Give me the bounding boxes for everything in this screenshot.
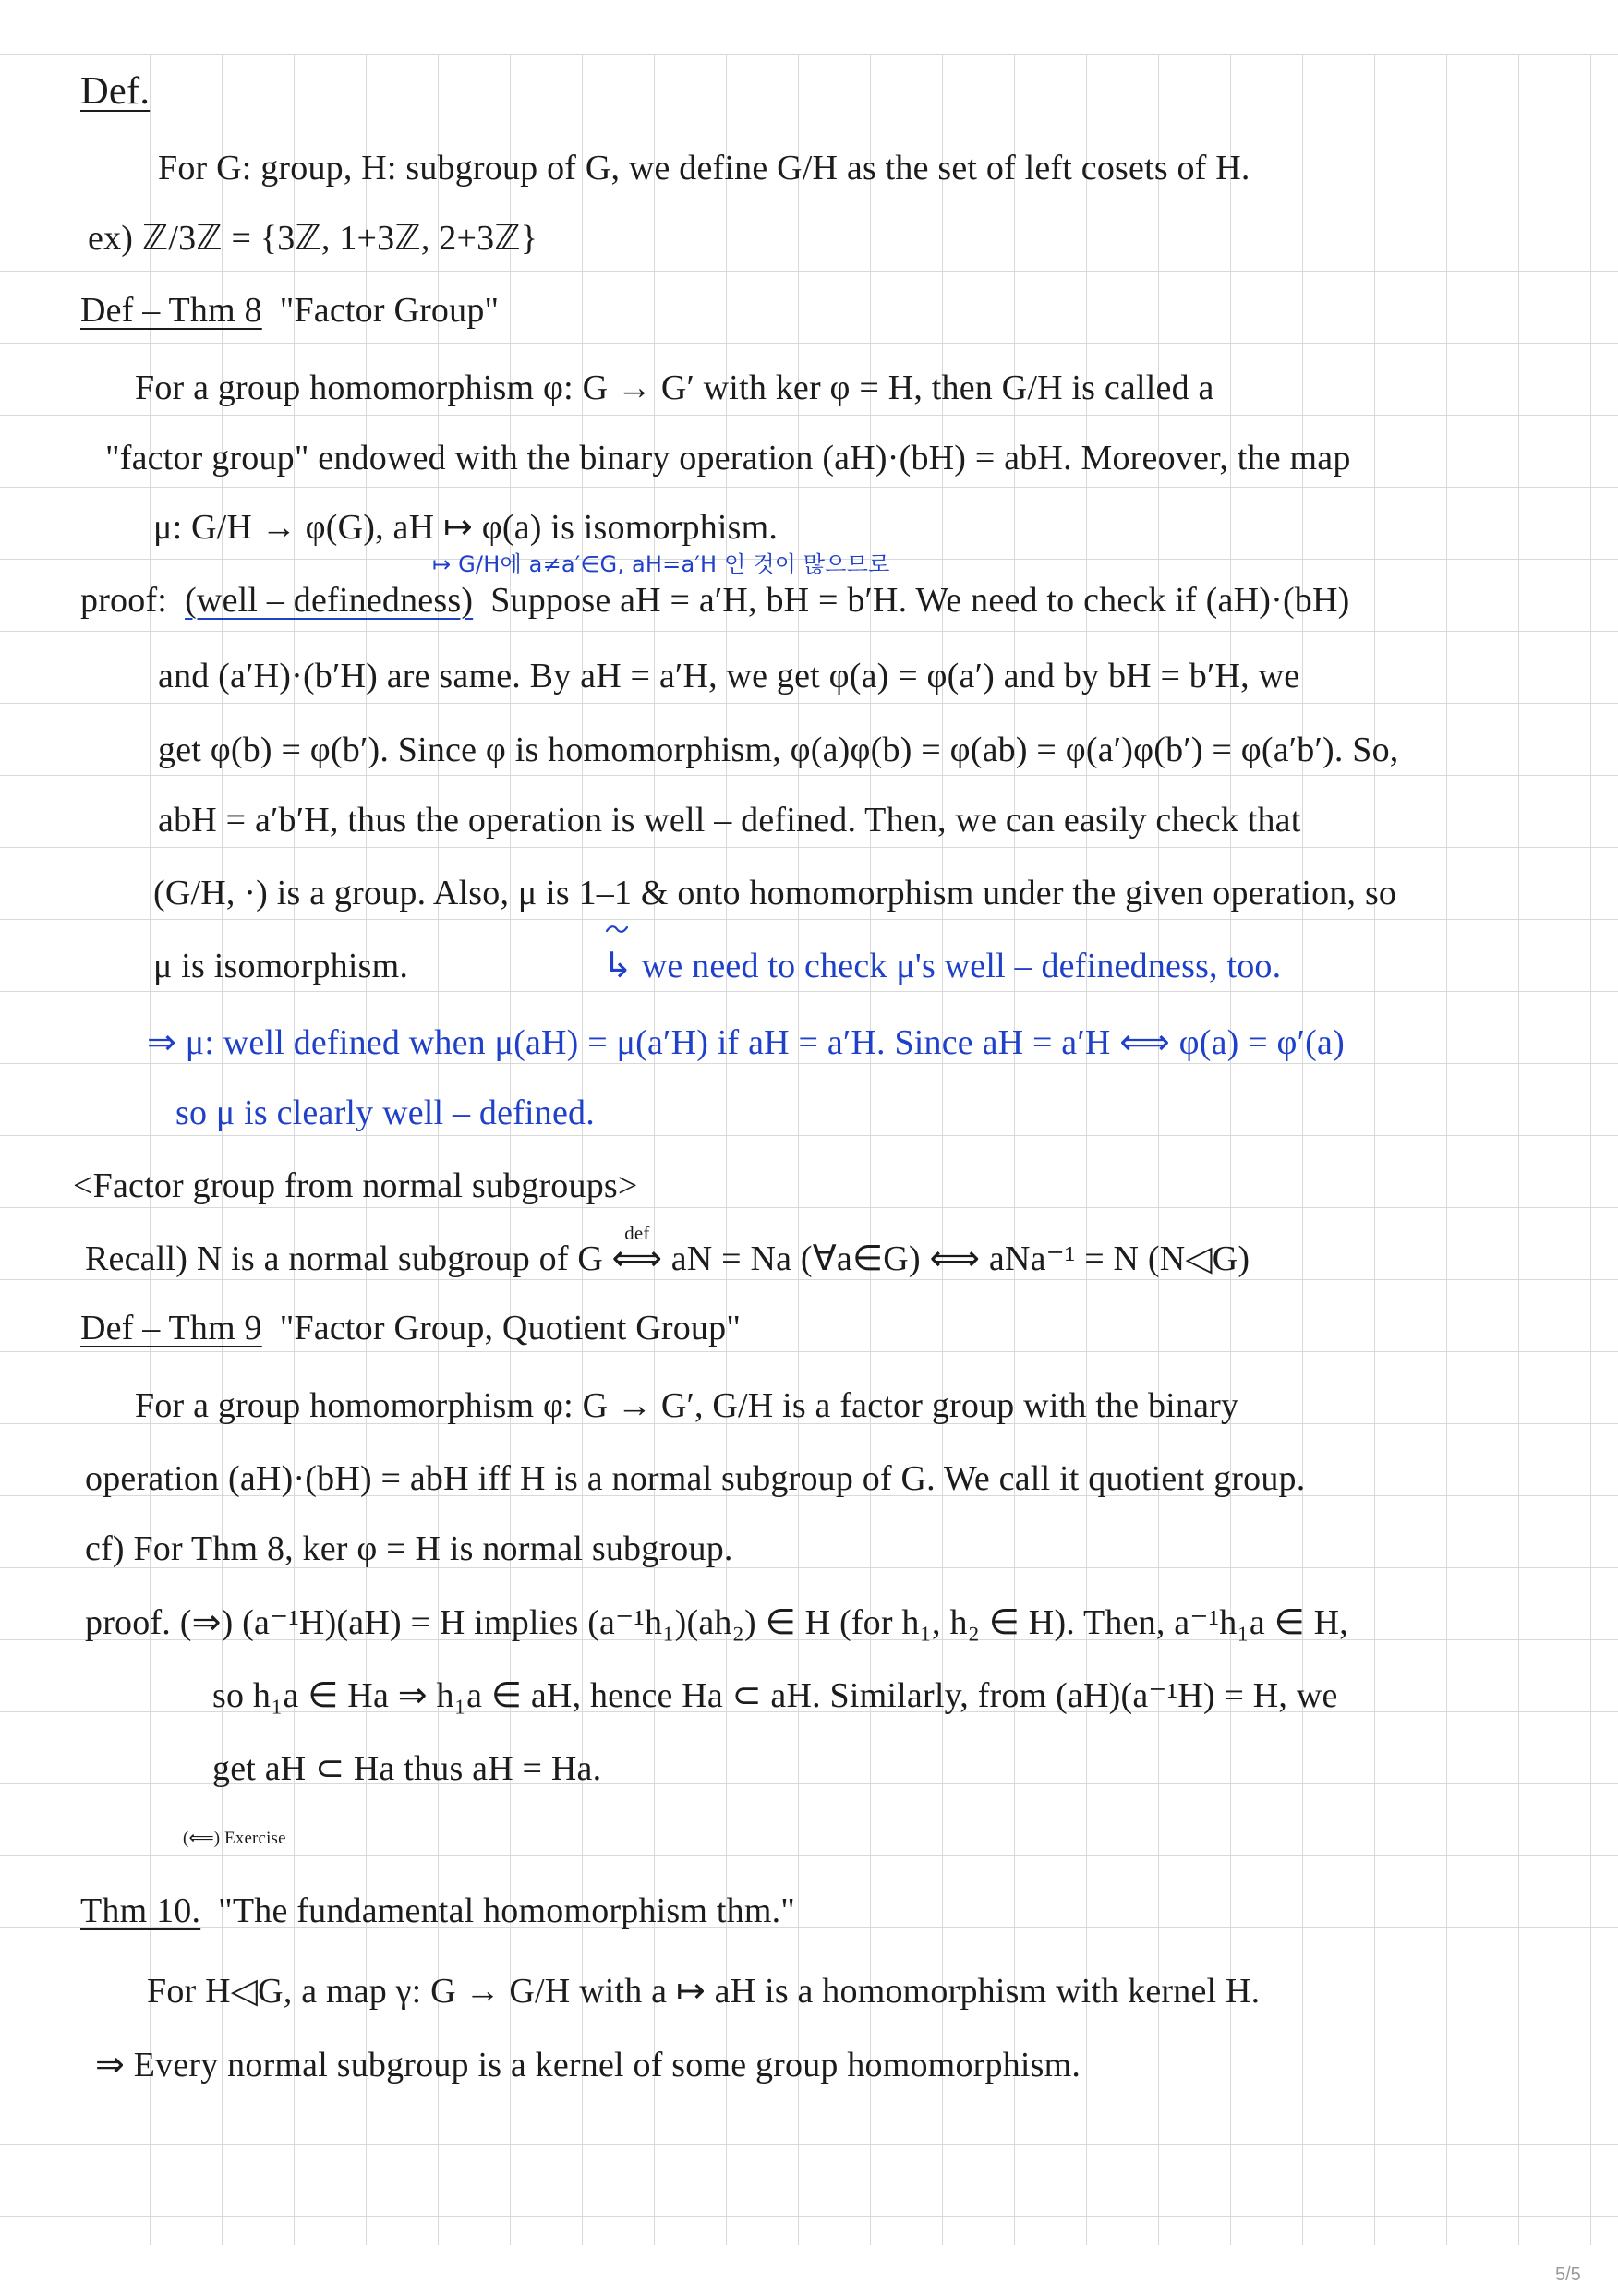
thm9-proof-line-1: proof. (⇒) (a⁻¹H)(aH) = H implies (a⁻¹h₁)(ah₂) ∈ H (for h₁, h₂ ∈ H). Then, a⁻¹h₁a ∈ H,	[85, 1603, 1348, 1642]
thm10-title: "The fundamental homomorphism thm."	[218, 1891, 795, 1930]
thm9-title: "Factor Group, Quotient Group"	[279, 1309, 742, 1347]
thm8-proof-line-3: get φ(b) = φ(b′). Since φ is homomorphism, φ(a)φ(b) = φ(ab) = φ(a′)φ(b′) = φ(a′b′). So,	[158, 731, 1399, 769]
thm9-heading-line	[80, 1305, 741, 1351]
recall-part-2: aN = Na (∀a∈G) ⟺ aNa⁻¹ = N (N◁G)	[670, 1239, 1250, 1278]
definition-text: For G: group, H: subgroup of G, we define G/H as the set of left cosets of H.	[158, 149, 1250, 187]
thm8-title: "Factor Group"	[279, 291, 500, 330]
thm8-proof-note-1: ↳ we need to check μ's well – definedness, too.	[603, 947, 1282, 985]
thm9-heading: Def – Thm 9	[80, 1309, 262, 1347]
page-indicator: 5/5	[1555, 2265, 1581, 2285]
thm9-proof-line-3: get aH ⊂ Ha thus aH = Ha.	[212, 1749, 602, 1788]
thm9-line-2: operation (aH)·(bH) = abH iff H is a normal subgroup of G. We call it quotient group.	[85, 1459, 1306, 1498]
thm9-line-3: cf) For Thm 8, ker φ = H is normal subgroup.	[85, 1529, 733, 1568]
recall-line	[85, 1222, 1250, 1282]
thm8-heading: Def – Thm 8	[80, 291, 262, 330]
thm10-line-2: ⇒ Every normal subgroup is a kernel of some group homomorphism.	[95, 2046, 1081, 2085]
thm9-line-1: For a group homomorphism φ: G → G′, G/H is a factor group with the binary	[135, 1386, 1239, 1425]
well-definedness-label: (well – definedness)	[185, 581, 474, 620]
thm8-heading-line	[80, 287, 499, 333]
recall-part-1: Recall) N is a normal subgroup of G	[85, 1239, 604, 1278]
thm9-proof-line-2: so h₁a ∈ Ha ⇒ h₁a ∈ aH, hence Ha ⊂ aH. Similarly, from (aH)(a⁻¹H) = H, we	[212, 1676, 1338, 1715]
thm8-proof-line-1	[80, 577, 1350, 623]
definition-example: ex) ℤ/3ℤ = {3ℤ, 1+3ℤ, 2+3ℤ}	[88, 219, 538, 258]
proof-line-1-rest: Suppose aH = a′H, bH = b′H. We need to check if (aH)·(bH)	[490, 581, 1350, 620]
thm10-heading-line	[80, 1888, 795, 1934]
thm8-proof-note-3: so μ is clearly well – defined.	[175, 1094, 595, 1132]
thm8-proof-line-4: abH = a′b′H, thus the operation is well – defined. Then, we can easily check that	[158, 801, 1301, 840]
thm8-line-1: For a group homomorphism φ: G → G′ with ker φ = H, then G/H is called a	[135, 369, 1214, 407]
definition-heading-line	[80, 68, 150, 115]
definition-heading: Def.	[80, 69, 151, 113]
thm10-line-1: For H◁G, a map γ: G → G/H with a ↦ aH is a homomorphism with kernel H.	[147, 1972, 1261, 2011]
thm8-proof-note-2: ⇒ μ: well defined when μ(aH) = μ(a′H) if aH = a′H. Since aH = a′H ⟺ φ(a) = φ′(a)	[147, 1023, 1345, 1062]
thm8-line-2: "factor group" endowed with the binary operation (aH)·(bH) = abH. Moreover, the map	[105, 439, 1351, 477]
tilde-mark-icon	[605, 924, 629, 935]
thm8-proof-line-2: and (a′H)·(b′H) are same. By aH = a′H, we get φ(a) = φ(a′) and by bH = b′H, we	[158, 657, 1300, 695]
normal-subgroups-heading: <Factor group from normal subgroups>	[73, 1166, 638, 1205]
thm8-korean-annotation: ↦ G/H에 a≠a′∈G, aH=a′H 인 것이 많으므로	[432, 551, 890, 577]
iff-arrow: ⟺	[611, 1239, 663, 1278]
def-label: def	[624, 1222, 650, 1245]
proof-label: proof:	[80, 581, 168, 620]
definition-arrow	[611, 1222, 663, 1282]
thm8-proof-line-5: (G/H, ·) is a group. Also, μ is 1–1 & onto homomorphism under the given operation, so	[153, 874, 1397, 912]
thm8-proof-conclusion: μ is isomorphism.	[153, 947, 409, 985]
thm8-line-3: μ: G/H → φ(G), aH ↦ φ(a) is isomorphism.	[153, 508, 779, 547]
thm9-proof-converse: (⟸) Exercise	[183, 1829, 286, 1848]
thm10-heading: Thm 10.	[80, 1891, 201, 1930]
